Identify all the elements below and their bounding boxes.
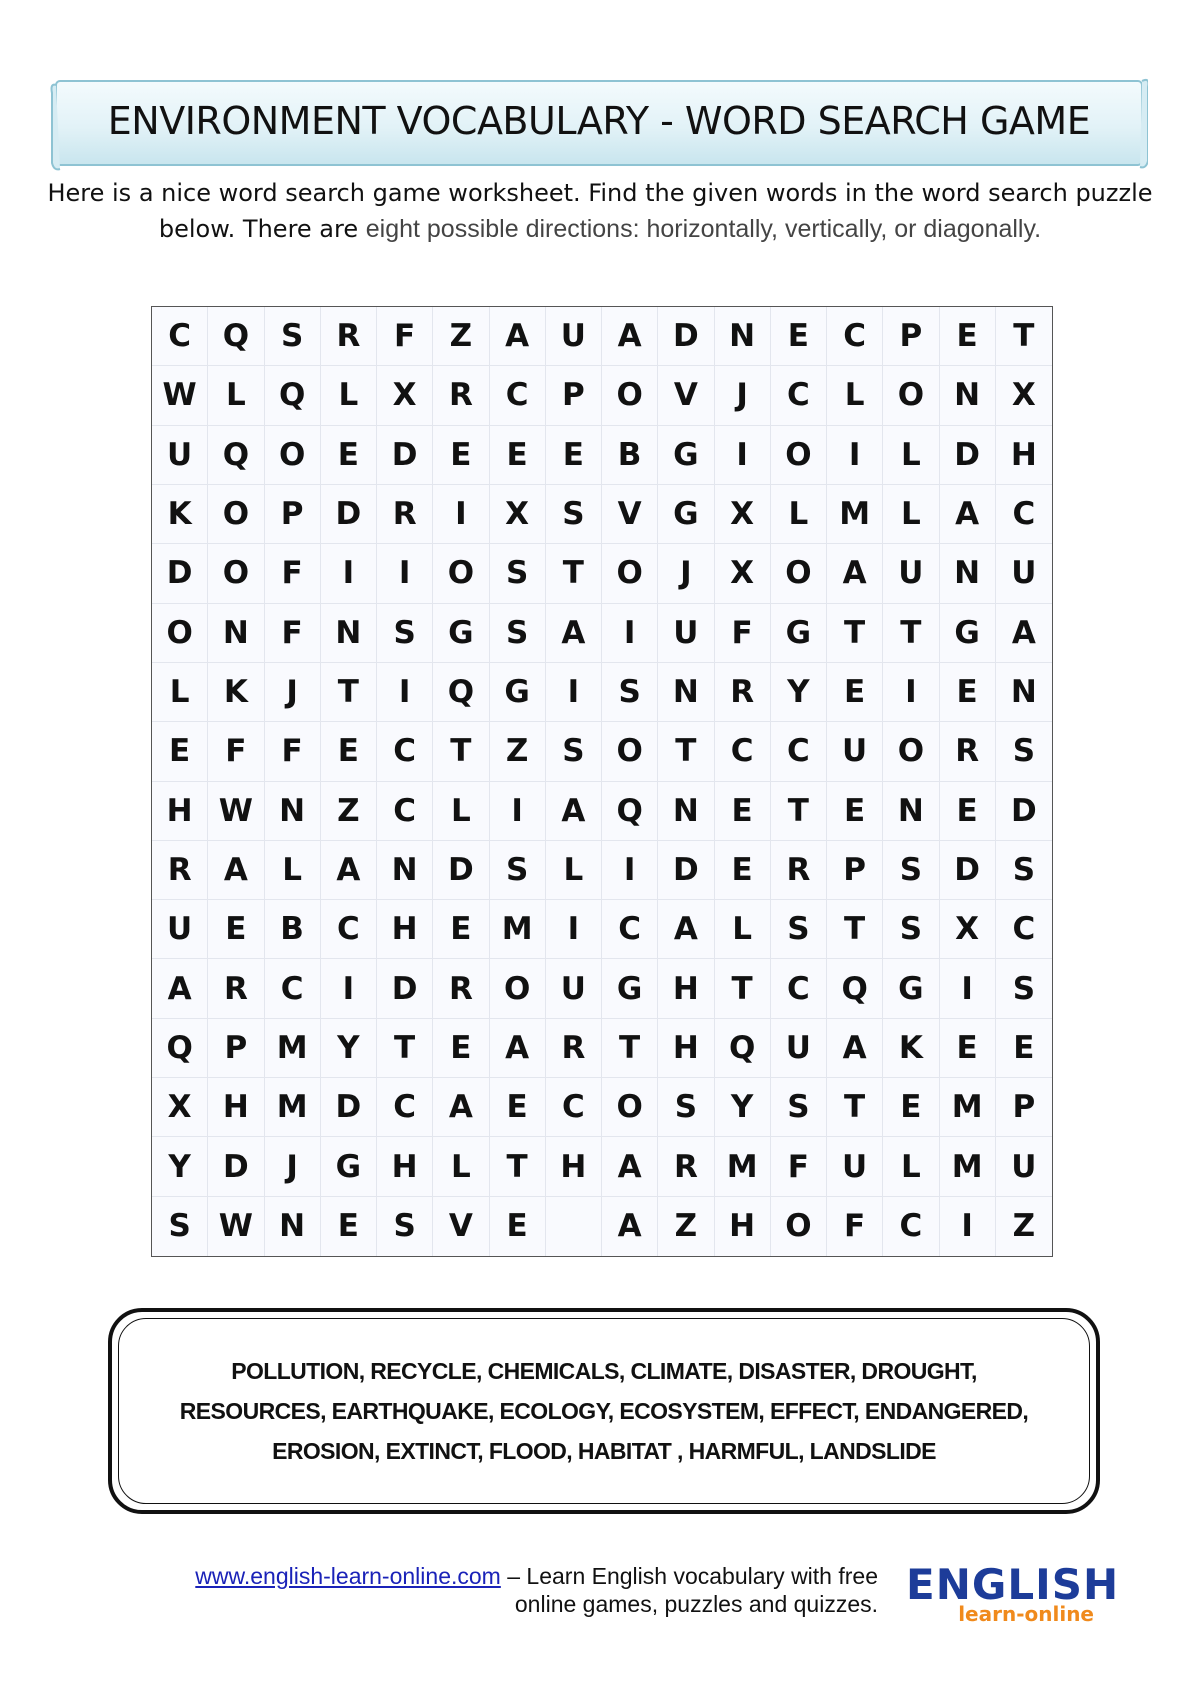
grid-cell[interactable]: I	[602, 604, 658, 663]
grid-cell[interactable]: E	[715, 841, 771, 900]
grid-cell[interactable]: C	[771, 722, 827, 781]
grid-cell[interactable]: Y	[715, 1078, 771, 1137]
grid-cell[interactable]: R	[771, 841, 827, 900]
grid-cell[interactable]: G	[771, 604, 827, 663]
grid-cell[interactable]: E	[433, 426, 489, 485]
grid-cell[interactable]: H	[208, 1078, 264, 1137]
grid-cell[interactable]: F	[265, 544, 321, 603]
grid-cell[interactable]: Z	[1012, 1208, 1036, 1245]
grid-cell[interactable]: N	[883, 782, 939, 841]
grid-cell[interactable]: G	[658, 426, 714, 485]
grid-cell[interactable]: D	[658, 841, 714, 900]
grid-cell[interactable]: E	[433, 900, 489, 959]
grid-cell[interactable]: S	[771, 900, 827, 959]
grid-cell[interactable]: T	[827, 900, 883, 959]
footer-dash: –	[500, 1563, 527, 1589]
grid-cell[interactable]: E	[827, 663, 883, 722]
grid-cell[interactable]: H	[715, 1197, 771, 1256]
grid-cell[interactable]: P	[208, 1019, 264, 1078]
grid-cell[interactable]: C	[996, 900, 1052, 959]
grid-cell[interactable]: E	[771, 307, 827, 366]
grid-cell[interactable]: N	[996, 663, 1052, 722]
grid-cell[interactable]: F	[715, 604, 771, 663]
grid-cell[interactable]: D	[940, 841, 996, 900]
grid-cell[interactable]: M	[940, 1137, 996, 1196]
grid-cell[interactable]: O	[602, 1078, 658, 1137]
grid-cell[interactable]: R	[208, 959, 264, 1018]
grid-cell[interactable]: H	[377, 1137, 433, 1196]
intro-text	[40, 175, 1160, 247]
grid-cell[interactable]: E	[321, 722, 377, 781]
grid-cell[interactable]: Q	[433, 663, 489, 722]
grid-cell[interactable]: L	[152, 663, 208, 722]
grid-cell[interactable]: T	[827, 604, 883, 663]
grid-cell[interactable]: R	[940, 722, 996, 781]
grid-cell[interactable]: D	[377, 959, 433, 1018]
grid-cell[interactable]: Z	[490, 722, 546, 781]
grid-cell[interactable]: E	[490, 426, 546, 485]
grid-cell[interactable]: I	[602, 841, 658, 900]
grid-cell[interactable]: S	[490, 604, 546, 663]
grid-cell[interactable]: U	[658, 604, 714, 663]
page-title: ENVIRONMENT VOCABULARY - WORD SEARCH GAME	[107, 99, 1091, 143]
grid-cell[interactable]: S	[996, 959, 1052, 1018]
grid-cell[interactable]: Q	[602, 782, 658, 841]
grid-cell[interactable]: K	[883, 1019, 939, 1078]
grid-cell[interactable]: M	[265, 1078, 321, 1137]
grid-cell[interactable]: I	[546, 900, 602, 959]
word-list-line: POLLUTION, RECYCLE, CHEMICALS, CLIMATE, DISASTER, DROUGHT,	[231, 1358, 977, 1384]
grid-cell[interactable]: F	[265, 604, 321, 663]
grid-cell[interactable]: Q	[827, 959, 883, 1018]
grid-cell[interactable]: D	[996, 782, 1052, 841]
grid-cell[interactable]: U	[827, 722, 883, 781]
grid-cell[interactable]: G	[883, 959, 939, 1018]
footer-text	[108, 1562, 878, 1618]
grid-cell[interactable]: A	[658, 900, 714, 959]
grid-cell[interactable]: U	[827, 1137, 883, 1196]
grid-cell[interactable]: C	[546, 1078, 602, 1137]
grid-cell[interactable]: I	[321, 959, 377, 1018]
grid-cell[interactable]: C	[377, 782, 433, 841]
footer-tagline-1: Learn English vocabulary with free	[526, 1563, 878, 1589]
grid-cell[interactable]: D	[658, 307, 714, 366]
grid-cell[interactable]: E	[883, 1078, 939, 1137]
grid-cell[interactable]: A	[321, 841, 377, 900]
logo-learn-online: learn-online	[958, 1602, 1094, 1626]
grid-cell[interactable]: R	[715, 663, 771, 722]
website-link[interactable]: www.english-learn-online.com	[195, 1563, 501, 1589]
grid-cell[interactable]: O	[771, 426, 827, 485]
grid-cell[interactable]: E	[940, 307, 996, 366]
grid-cell[interactable]: T	[658, 722, 714, 781]
grid-cell[interactable]: P	[996, 1078, 1052, 1137]
grid-cell[interactable]: C	[715, 722, 771, 781]
grid-cell[interactable]: I	[827, 426, 883, 485]
grid-cell[interactable]: H	[377, 900, 433, 959]
grid-cell[interactable]: U	[152, 900, 208, 959]
grid-cell[interactable]: S	[771, 1078, 827, 1137]
grid-cell[interactable]: R	[658, 1137, 714, 1196]
grid-cell[interactable]: T	[883, 604, 939, 663]
grid-cell[interactable]: W	[208, 1197, 264, 1256]
grid-cell[interactable]: M	[490, 900, 546, 959]
title-banner	[50, 75, 1148, 171]
grid-cell[interactable]: D	[940, 426, 996, 485]
grid-cell[interactable]: U	[771, 1019, 827, 1078]
grid-cell[interactable]: N	[940, 544, 996, 603]
grid-cell[interactable]: Q	[208, 307, 264, 366]
grid-cell[interactable]: L	[265, 841, 321, 900]
grid-cell[interactable]: T	[771, 782, 827, 841]
grid-cell[interactable]: N	[940, 366, 996, 425]
grid-cell[interactable]: C	[377, 722, 433, 781]
grid-cell[interactable]: I	[490, 782, 546, 841]
grid-cell[interactable]: A	[602, 307, 658, 366]
grid-cell[interactable]: O	[265, 426, 321, 485]
grid-cell[interactable]: O	[771, 1197, 827, 1256]
grid-cell[interactable]: P	[265, 485, 321, 544]
grid-cell[interactable]: K	[152, 485, 208, 544]
grid-cell[interactable]: B	[602, 426, 658, 485]
grid-cell[interactable]: S	[265, 307, 321, 366]
grid-cell[interactable]: A	[546, 782, 602, 841]
grid-cell[interactable]: T	[433, 722, 489, 781]
grid-cell[interactable]: T	[546, 544, 602, 603]
grid-cell[interactable]: C	[490, 366, 546, 425]
grid-cell[interactable]: I	[883, 663, 939, 722]
grid-cell[interactable]: R	[546, 1019, 602, 1078]
grid-cell[interactable]: I	[715, 426, 771, 485]
grid-cell[interactable]: N	[208, 604, 264, 663]
grid-cell[interactable]: R	[377, 485, 433, 544]
grid-cell[interactable]: L	[771, 485, 827, 544]
grid-cell[interactable]: U	[546, 307, 602, 366]
grid-cell[interactable]: T	[715, 959, 771, 1018]
grid-cell[interactable]: A	[602, 1137, 658, 1196]
grid-cell[interactable]: Y	[771, 663, 827, 722]
grid-cell[interactable]: D	[377, 426, 433, 485]
grid-cell[interactable]: B	[265, 900, 321, 959]
grid-cell[interactable]: U	[546, 959, 602, 1018]
grid-cell[interactable]: R	[321, 307, 377, 366]
grid-cell[interactable]: C	[771, 366, 827, 425]
grid-cell[interactable]: O	[490, 959, 546, 1018]
grid-cell[interactable]: T	[827, 1078, 883, 1137]
grid-cell[interactable]: E	[208, 900, 264, 959]
grid-cell[interactable]: E	[940, 1019, 996, 1078]
grid-cell[interactable]: I	[377, 544, 433, 603]
grid-cell[interactable]: L	[883, 426, 939, 485]
grid-cell[interactable]: W	[208, 782, 264, 841]
grid-cell[interactable]: K	[208, 663, 264, 722]
grid-cell[interactable]: X	[715, 485, 771, 544]
intro-part2: eight possible directions: horizontally, vertically, or diagonally.	[365, 215, 1042, 243]
grid-cell[interactable]: N	[265, 782, 321, 841]
grid-cell[interactable]: I	[321, 544, 377, 603]
word-list-box	[108, 1308, 1100, 1514]
grid-cell[interactable]: I	[940, 1197, 996, 1256]
grid-cell[interactable]: A	[152, 959, 208, 1018]
grid-cell[interactable]: A	[996, 604, 1052, 663]
grid-cell[interactable]: C	[602, 900, 658, 959]
grid-cell[interactable]: E	[490, 1197, 546, 1256]
grid-cell[interactable]: H	[546, 1137, 602, 1196]
grid-cell[interactable]: A	[490, 1019, 546, 1078]
grid-cell[interactable]: S	[377, 604, 433, 663]
grid-cell[interactable]: Z	[321, 782, 377, 841]
grid-cell[interactable]: O	[152, 604, 208, 663]
grid-cell[interactable]: A	[827, 1019, 883, 1078]
grid-cell[interactable]: I	[546, 663, 602, 722]
grid-cell[interactable]: U	[996, 1137, 1052, 1196]
grid-cell[interactable]: M	[940, 1078, 996, 1137]
grid-cell[interactable]: H	[152, 782, 208, 841]
grid-cell[interactable]: D	[321, 1078, 377, 1137]
grid-cell[interactable]: L	[715, 900, 771, 959]
grid-cell[interactable]: S	[996, 722, 1052, 781]
grid-cell[interactable]: W	[152, 366, 208, 425]
grid-cell[interactable]: E	[827, 782, 883, 841]
english-learn-online-logo	[906, 1560, 1120, 1632]
grid-cell[interactable]: X	[940, 900, 996, 959]
grid-cell[interactable]: E	[321, 426, 377, 485]
grid-cell[interactable]: V	[658, 366, 714, 425]
grid-cell[interactable]: Y	[152, 1137, 208, 1196]
grid-cell[interactable]: V	[433, 1197, 489, 1256]
grid-cell[interactable]: L	[208, 366, 264, 425]
grid-cell[interactable]: I	[377, 663, 433, 722]
intro-part1: Here is a nice word search game worksheet. Find the given words in the word search puzzle below. There are	[47, 179, 1153, 243]
grid-cell[interactable]: E	[940, 663, 996, 722]
grid-cell[interactable]: C	[883, 1197, 939, 1256]
grid-cell[interactable]: O	[208, 544, 264, 603]
grid-cell[interactable]: N	[658, 782, 714, 841]
grid-cell[interactable]: A	[827, 544, 883, 603]
grid-cell[interactable]: E	[433, 1019, 489, 1078]
grid-cell[interactable]: X	[152, 1078, 208, 1137]
grid-cell[interactable]: F	[377, 307, 433, 366]
grid-cell[interactable]: C	[321, 900, 377, 959]
grid-cell[interactable]: G	[658, 485, 714, 544]
grid-cell[interactable]: V	[602, 485, 658, 544]
grid-cell[interactable]: J	[265, 663, 321, 722]
grid-cell[interactable]: X	[715, 544, 771, 603]
grid-cell[interactable]: S	[658, 1078, 714, 1137]
word-list-line: EROSION, EXTINCT, FLOOD, HABITAT , HARMFUL, LANDSLIDE	[272, 1438, 936, 1464]
grid-cell[interactable]: O	[883, 722, 939, 781]
grid-cell[interactable]: E	[321, 1197, 377, 1256]
grid-cell[interactable]: A	[940, 485, 996, 544]
grid-cell[interactable]: A	[208, 841, 264, 900]
grid-cell[interactable]: N	[715, 307, 771, 366]
word-search-grid	[151, 306, 1053, 1257]
grid-cell[interactable]: L	[433, 782, 489, 841]
grid-cell[interactable]: E	[715, 782, 771, 841]
grid-cell[interactable]: M	[715, 1137, 771, 1196]
grid-cell[interactable]: L	[321, 366, 377, 425]
grid-cell[interactable]: P	[546, 366, 602, 425]
grid-cell[interactable]: O	[602, 366, 658, 425]
grid-cell[interactable]: D	[321, 485, 377, 544]
grid-cell[interactable]: E	[996, 1019, 1052, 1078]
grid-cell[interactable]: T	[490, 1137, 546, 1196]
grid-cell[interactable]: U	[996, 544, 1052, 603]
grid-cell[interactable]: A	[602, 1197, 658, 1256]
grid-cell[interactable]: Y	[321, 1019, 377, 1078]
grid-cell[interactable]: O	[602, 544, 658, 603]
grid-cell[interactable]: N	[377, 841, 433, 900]
grid-cell[interactable]: C	[152, 307, 208, 366]
grid-cell[interactable]: G	[602, 959, 658, 1018]
grid-cell[interactable]: J	[715, 366, 771, 425]
grid-cell[interactable]: X	[490, 485, 546, 544]
grid-cell[interactable]: O	[433, 544, 489, 603]
grid-cell[interactable]: Z	[658, 1197, 714, 1256]
grid-cell[interactable]: C	[771, 959, 827, 1018]
grid-cell[interactable]: S	[377, 1197, 433, 1256]
grid-cell[interactable]: Q	[715, 1019, 771, 1078]
grid-cell[interactable]	[546, 1197, 602, 1256]
grid-cell[interactable]: S	[546, 485, 602, 544]
grid-cell[interactable]: O	[602, 722, 658, 781]
grid-cell[interactable]: L	[883, 485, 939, 544]
grid-cell[interactable]: J	[658, 544, 714, 603]
grid-cell[interactable]: S	[996, 841, 1052, 900]
grid-cell[interactable]: M	[827, 485, 883, 544]
grid-cell[interactable]: S	[490, 544, 546, 603]
grid-cell[interactable]: X	[996, 366, 1052, 425]
grid-cell[interactable]: U	[152, 426, 208, 485]
grid-cell[interactable]: H	[658, 959, 714, 1018]
grid-cell[interactable]: Q	[208, 426, 264, 485]
grid-cell[interactable]: C	[377, 1078, 433, 1137]
grid-cell[interactable]: G	[321, 1137, 377, 1196]
grid-cell[interactable]: M	[265, 1019, 321, 1078]
footer-tagline-2: online games, puzzles and quizzes.	[514, 1591, 878, 1617]
grid-cell[interactable]: A	[433, 1078, 489, 1137]
logo-english: ENGLISH	[906, 1560, 1120, 1609]
grid-cell[interactable]: I	[433, 485, 489, 544]
grid-cell[interactable]: G	[490, 663, 546, 722]
grid-cell[interactable]: G	[940, 604, 996, 663]
grid-cell[interactable]: Z	[433, 307, 489, 366]
word-list-frame	[118, 1318, 1090, 1504]
grid-cell[interactable]: F	[771, 1137, 827, 1196]
grid-cell[interactable]: O	[208, 485, 264, 544]
grid-cell[interactable]: Q	[265, 366, 321, 425]
grid-cell[interactable]: F	[827, 1197, 883, 1256]
grid-cell[interactable]: D	[208, 1137, 264, 1196]
grid-cell[interactable]: C	[265, 959, 321, 1018]
grid-cell[interactable]: N	[321, 604, 377, 663]
grid-cell[interactable]: R	[433, 366, 489, 425]
grid-cell[interactable]: L	[433, 1137, 489, 1196]
grid-cell[interactable]: O	[771, 544, 827, 603]
grid-cell[interactable]: E	[490, 1078, 546, 1137]
grid-cell[interactable]: F	[265, 722, 321, 781]
grid-cell[interactable]: L	[546, 841, 602, 900]
grid-cell[interactable]: N	[658, 663, 714, 722]
grid-cell[interactable]: P	[827, 841, 883, 900]
grid-cell[interactable]: N	[265, 1197, 321, 1256]
grid-cell[interactable]: S	[152, 1197, 208, 1256]
grid-cell[interactable]: R	[152, 841, 208, 900]
grid-cell[interactable]: T	[602, 1019, 658, 1078]
grid-cell[interactable]: F	[208, 722, 264, 781]
grid-cell[interactable]: A	[546, 604, 602, 663]
word-list-line: RESOURCES, EARTHQUAKE, ECOLOGY, ECOSYSTEM, EFFECT, ENDANGERED,	[179, 1398, 1029, 1424]
grid-cell[interactable]: T	[377, 1019, 433, 1078]
grid-cell[interactable]: O	[883, 366, 939, 425]
grid-cell[interactable]: G	[433, 604, 489, 663]
grid-cell[interactable]: P	[883, 307, 939, 366]
grid-cell[interactable]: L	[827, 366, 883, 425]
grid-cell[interactable]: T	[996, 307, 1052, 366]
grid-cell[interactable]: D	[152, 544, 208, 603]
grid-cell[interactable]: S	[490, 841, 546, 900]
grid-cell[interactable]: E	[546, 426, 602, 485]
grid-cell[interactable]: R	[433, 959, 489, 1018]
grid-cell[interactable]: S	[883, 900, 939, 959]
grid-cell[interactable]: E	[152, 722, 208, 781]
grid-cell[interactable]: A	[490, 307, 546, 366]
grid-cell[interactable]: E	[940, 782, 996, 841]
grid-cell[interactable]: J	[265, 1137, 321, 1196]
grid-cell[interactable]: S	[602, 663, 658, 722]
grid-cell[interactable]: T	[321, 663, 377, 722]
grid-cell[interactable]: U	[883, 544, 939, 603]
grid-cell[interactable]: C	[996, 485, 1052, 544]
grid-cell[interactable]: C	[827, 307, 883, 366]
grid-cell[interactable]: S	[883, 841, 939, 900]
grid-cell[interactable]: I	[940, 959, 996, 1018]
grid-cell[interactable]: H	[996, 426, 1052, 485]
grid-cell[interactable]: H	[658, 1019, 714, 1078]
grid-cell[interactable]: Q	[152, 1019, 208, 1078]
grid-cell[interactable]: X	[377, 366, 433, 425]
grid-cell[interactable]: S	[546, 722, 602, 781]
grid-cell[interactable]: D	[433, 841, 489, 900]
grid-cell[interactable]: L	[883, 1137, 939, 1196]
